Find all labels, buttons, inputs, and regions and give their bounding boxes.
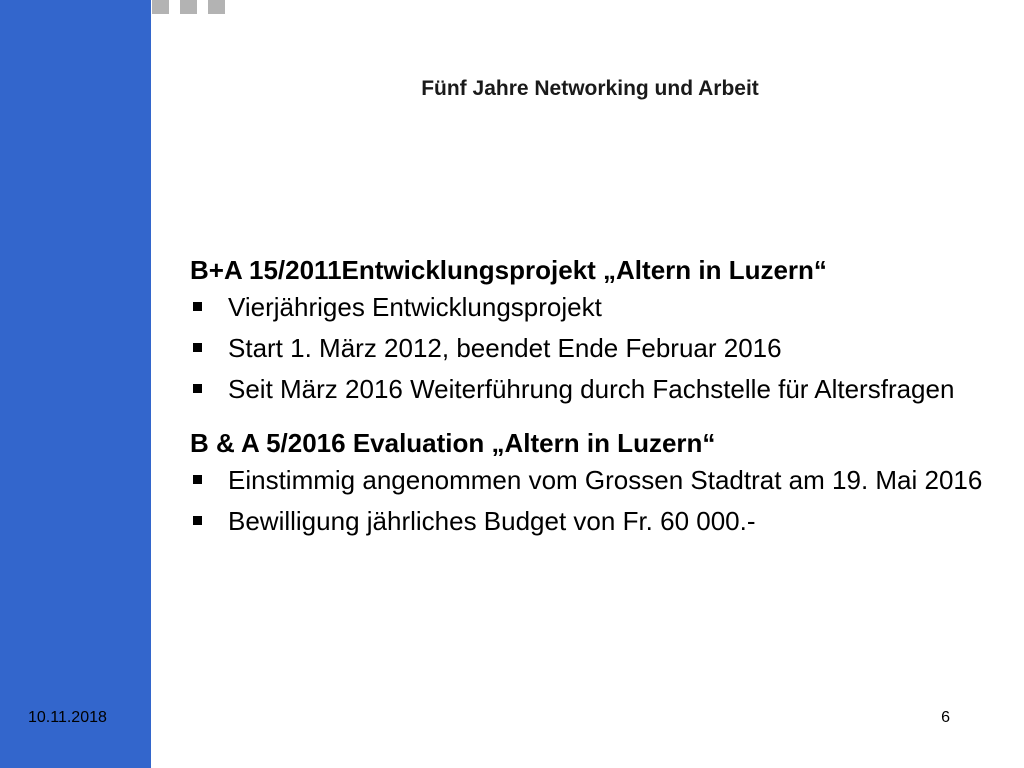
list-item: [190, 292, 1008, 323]
list-item-text: Start 1. März 2012, beendet Ende Februar 2016: [228, 333, 782, 363]
list-item: [190, 506, 1008, 537]
square-bullet-icon: [193, 516, 202, 525]
decorative-square: [208, 0, 225, 14]
bullet-list: [190, 292, 990, 405]
list-item: [190, 465, 1008, 496]
list-item-text: Seit März 2016 Weiterführung durch Fachstelle für Altersfragen: [228, 374, 955, 404]
decorative-square: [152, 0, 169, 14]
decorative-square: [180, 0, 197, 14]
square-bullet-icon: [193, 343, 202, 352]
section-heading: B & A 5/2016 Evaluation „Altern in Luzern“: [190, 428, 716, 458]
sidebar-accent: [0, 0, 151, 768]
square-bullet-icon: [193, 302, 202, 311]
slide-content: [190, 252, 990, 557]
decorative-square: [72, 0, 89, 14]
list-item-text: Vierjähriges Entwicklungsprojekt: [228, 292, 602, 322]
list-item: [190, 374, 1008, 405]
square-bullet-icon: [193, 384, 202, 393]
decorative-square: [128, 0, 145, 14]
section-heading: B+A 15/2011Entwicklungsprojekt „Altern in Luzern“: [190, 255, 827, 285]
list-item-text: Einstimmig angenommen vom Grossen Stadtrat am 19. Mai 2016: [228, 465, 983, 495]
section-project: [190, 252, 990, 405]
square-bullet-icon: [193, 475, 202, 484]
slide-title: Fünf Jahre Networking und Arbeit: [421, 77, 759, 100]
list-item-text: Bewilligung jährliches Budget von Fr. 60 000.-: [228, 506, 756, 536]
footer-date: 10.11.2018: [28, 709, 107, 726]
bullet-list: [190, 465, 990, 537]
list-item: [190, 333, 1008, 364]
page-number: 6: [941, 709, 950, 726]
decorative-square: [100, 0, 117, 14]
section-evaluation: [190, 425, 990, 537]
